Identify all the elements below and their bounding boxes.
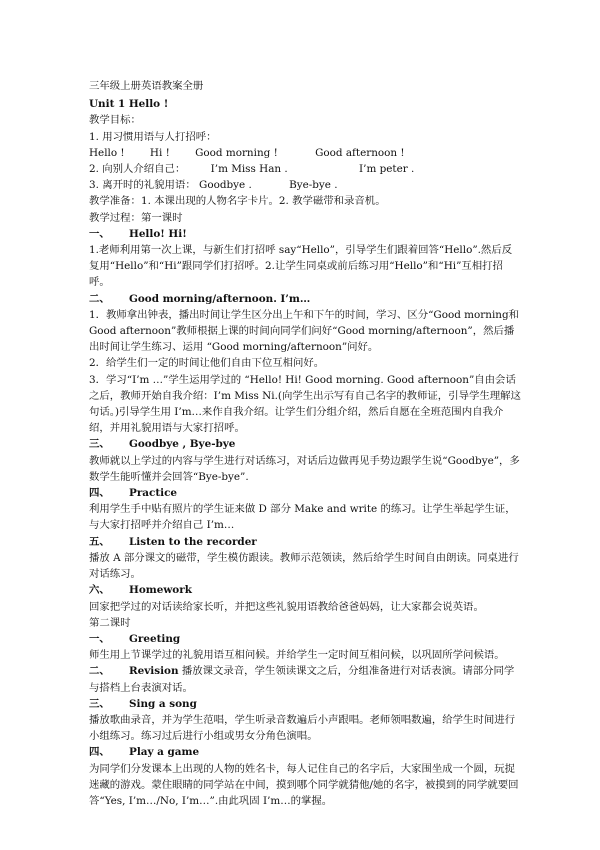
section-4-title: Practice [129, 487, 178, 500]
lesson-2-section-2-body: 播放课文录音，学生领读课文之后，分组准备进行对话表演。请部分同学与搭档上台表演对话。 [89, 665, 515, 694]
objective-2-example-a: I’m Miss Han . [210, 163, 288, 176]
section-6-title: Homework [129, 584, 192, 597]
example-good-morning: Good morning ! [195, 146, 278, 159]
section-3-number: 三、 [89, 438, 110, 451]
process-heading: 教学过程：第一课时 [89, 211, 183, 224]
section-2-body: 1．教师拿出钟表，播出时间让学生区分出上午和下午的时间，学习、区分“Good morning和 Good afternoon”教师根据上课的时间向同学们问好“Good morning/afternoon”，然后播出时间让学生练习、运用 “Good morning/afternoon”问好。 [89, 308, 520, 354]
lesson-2-section-3-body: 播放歌曲录音，并为学生范唱，学生听录音数遍后小声跟唱。老师领唱数遍，给学生时间进行小组练习。练习过后进行小组或男女分角色演唱。 [89, 713, 516, 743]
lesson-2-section-3-heading [89, 696, 521, 712]
objective-1-examples [89, 145, 521, 161]
objectives-label: 教学目标： [89, 114, 141, 127]
lesson-2-heading: 第二课时 [89, 616, 131, 629]
lesson-2-section-2-number: 二、 [89, 665, 110, 678]
section-2-point-3: 3．学习“I’m …”学生运用学过的 “Hello! Hi! Good morning. Good afternoon”自由会话之后，教师开始自我介绍：I’m Miss Ni.(向学生出示写有自己名字的教师证，引导学生理解这句话。)引导学生用 I’m…来作自我介绍。让学生们分组介绍，然后自愿在全班范围内自我介绍，并用礼貌用语与大家打招呼。 [89, 373, 521, 435]
section-5-title: Listen to the recorder [129, 535, 257, 548]
document-page [89, 78, 521, 809]
section-1-title: Hello! Hi! [129, 227, 187, 240]
objective-2-label: 2. 向别人介绍自己： [89, 163, 186, 176]
lesson-2-section-1-body: 师生用上节课学过的礼貌用语互相问候。并给学生一定时间互相问候，以巩固所学问候语。 [89, 649, 505, 662]
example-hi: Hi ! [149, 146, 170, 159]
document-title: 三年级上册英语教案全册 [89, 80, 204, 92]
lesson-2-section-1-number: 一、 [89, 632, 110, 645]
section-5-body: 播放 A 部分课文的磁带，学生模仿跟读。教师示范领读，然后给学生时间自由朗读。同桌进行对话练习。 [89, 551, 519, 581]
section-1-heading [89, 226, 521, 242]
preparation: 教学准备：1. 本课出现的人物名字卡片。2. 教学磁带和录音机。 [89, 195, 386, 208]
lesson-2-section-2-title: Revision [129, 665, 179, 678]
unit-heading: Unit 1 Hello ! [89, 98, 169, 111]
lesson-2-section-1-heading [89, 631, 521, 647]
lesson-2-section-3-title: Sing a song [129, 697, 197, 710]
section-2-point-2: 2．给学生们一定的时间让他们自由下位互相问好。 [89, 357, 325, 370]
section-5-heading [89, 534, 521, 550]
example-good-afternoon: Good afternoon ! [315, 146, 405, 159]
section-1-body: 1.老师利用第一次上课，与新生们打招呼 say“Hello”，引导学生们跟着回答“Hello”.然后反复用“Hello”和“Hi”跟同学们打招呼。2.让学生同桌或前后练习用“Hello”和“Hi”互相打招呼。 [89, 244, 513, 289]
section-2-number: 二、 [89, 292, 110, 305]
lesson-2-section-4-number: 四、 [89, 746, 110, 759]
section-3-body: 教师就以上学过的内容与学生进行对话练习，对话后边做再见手势边跟学生说“Goodbye”，多数学生能听懂并会回答“Bye-bye”. [89, 454, 520, 483]
lesson-2-section-4-body: 为同学们分发课本上出现的人物的姓名卡，每人记住自己的名字后，大家围坐成一个圆，玩捉迷藏的游戏。蒙住眼睛的同学站在中间，摸到哪个同学就猜他/她的名字，被摸到的同学就要回答“Yes, I’m…/No, I’m…”.由此巩固 I’m…的掌握。 [89, 762, 519, 807]
lesson-2-section-4-heading [89, 744, 521, 760]
lesson-2-section-3-number: 三、 [89, 697, 110, 710]
objective-3 [89, 177, 521, 193]
section-6-number: 六、 [89, 584, 110, 597]
lesson-2-section-1-title: Greeting [129, 632, 181, 645]
objective-2-example-b: I’m peter . [359, 163, 415, 176]
section-1-number: 一、 [89, 227, 110, 240]
section-3-heading [89, 436, 521, 452]
objective-2 [89, 161, 521, 177]
section-2-title: Good morning/afternoon. I’m… [129, 292, 311, 305]
example-hello: Hello ! [89, 146, 125, 159]
section-6-heading [89, 582, 521, 598]
section-4-body: 利用学生手中贴有照片的学生证来做 D 部分 Make and write 的练习。让学生举起学生证，与大家打招呼并介绍自己 I’m… [89, 503, 516, 532]
section-6-body: 回家把学过的对话读给家长听，并把这些礼貌用语教给爸爸妈妈，让大家都会说英语。 [89, 600, 484, 613]
objective-1: 1. 用习惯用语与人打招呼： [89, 130, 217, 143]
objective-3-example-b: Bye-bye . [289, 179, 338, 192]
objective-3-label: 3. 离开时的礼貌用语： [89, 179, 196, 192]
section-4-number: 四、 [89, 487, 110, 500]
lesson-2-section-2 [89, 663, 521, 695]
objective-3-example-a: Goodbye . [199, 179, 252, 192]
lesson-2-section-4-title: Play a game [129, 746, 200, 759]
section-2-heading [89, 291, 521, 307]
section-5-number: 五、 [89, 535, 110, 548]
section-4-heading [89, 485, 521, 501]
section-3-title: Goodbye , Bye-bye [129, 438, 236, 451]
